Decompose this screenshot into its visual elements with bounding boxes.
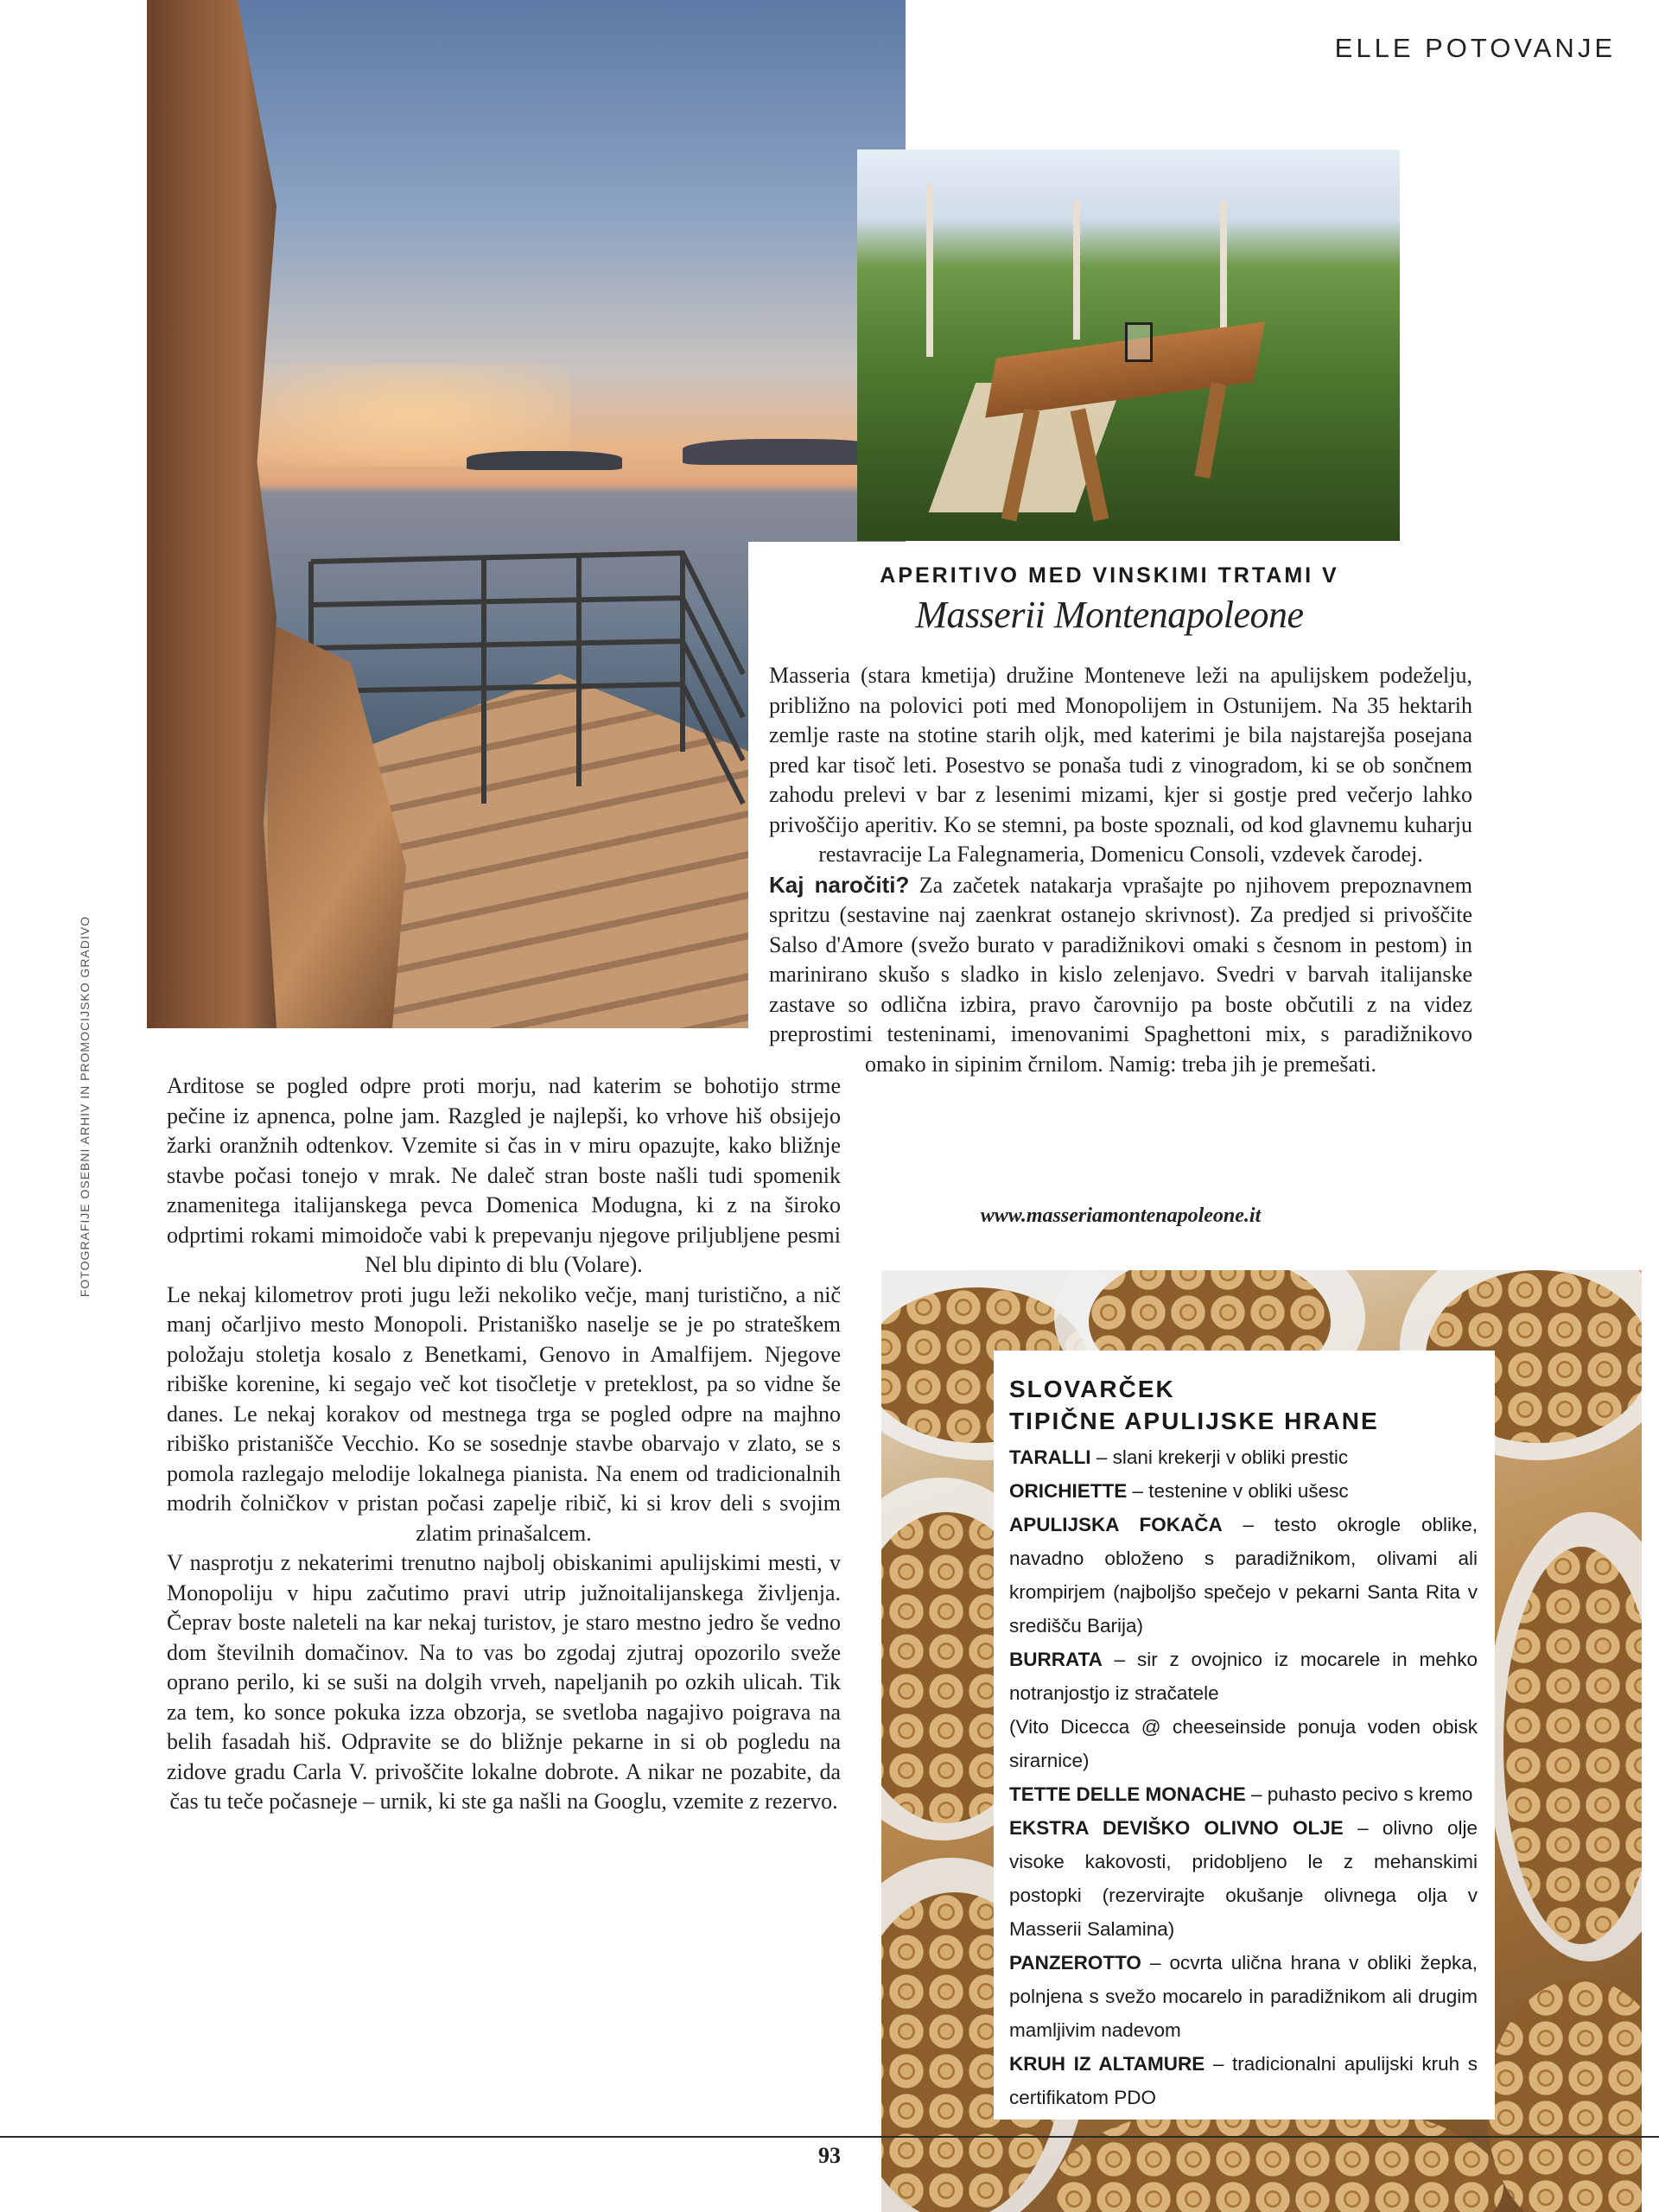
article-paragraph: Masseria (stara kmetija) družine Monteneve leži na apulijskem podeželju, približno na polovici poti med Monopolijem in Ostunijem. Na 35 hektarih zemlje raste na stotine starih oljk, med katerimi je bila najstarejša posejana pred kar tisoč leti. Posestvo se ponaša tudi z vinogradom, ki se ob sončnem zahodu prelevi v bar z lesenimi mizami, kjer si gostje pred večerjo lahko privoščijo aperitiv. Ko se stemni, pa boste spoznali, od kod glavnemu kuharju restavracije La Falegnameria, Domenicu Consoli, vzdevek čarodej. (769, 663, 1472, 867)
glossary-entry (1009, 2047, 1478, 2114)
glossary-title-line: SLOVARČEK (1009, 1376, 1175, 1402)
paragraph-text: Za začetek natakarja vprašajte po njihovem prepoznavnem spritzu (sestavine naj zaenkrat ostanejo skrivnost). Za predjed si privoščite Salso d'Amore (svežo burato v paradižnikovi omaki s česnom in pestom) in marinirano skušo s sladko in kislo zelenjavo. Svedri v barvah italijanske zastave so odlična izbira, pravo čarovnijo pa boste občutili z na videz preprostimi testeninami, imenovanimi Spaghettoni mix, s paradižnikovo omako in sipinim črnilom. Namig: treba jih je premešati. (769, 872, 1472, 1077)
article-paragraph: V nasprotju z nekaterimi trenutno najbolj obiskanimi apulijskimi mesti, v Monopoliju v hipu začutimo pravi utrip južnoitalijanskega življenja. Čeprav boste naleteli na kar nekaj turistov, je staro mestno jedro še vedno dom številnih domačinov. Na to vas bo zgodaj zjutraj opozorilo sveže oprano perilo, ki se suši na dolgih vrveh, napeljanih po ozkih ulicah. Tik za tem, ko sonce pokuka izza obzorja, se svetloba nagajivo poigrava na belih fasadah hiš. Odpravite se do bližnje pekarne in si ob pogledu na zidove gradu Carla V. privoščite lokalne dobrote. A nikar ne pozabite, da čas tu teče počasneje – urnik, ki ste ga našli na Googlu, vzemite z rezervo. (167, 1550, 841, 1814)
glossary-definition: – ocvrta ulična hrana v obliki žepka, polnjena s svežo mocarelo in paradižnikom ali drugim mamljivim nadevom (1009, 1952, 1478, 2041)
photo-credit: FOTOGRAFIJE OSEBNI ARHIV IN PROMOCIJSKO GRADIVO (78, 916, 92, 1298)
glossary-term: TARALLI (1009, 1446, 1091, 1468)
glossary-term: PANZEROTTO (1009, 1952, 1141, 1974)
islet (467, 451, 622, 470)
glossary-term: EKSTRA DEVIŠKO OLIVNO OLJE (1009, 1817, 1344, 1839)
lead-in: Kaj naročiti? (769, 871, 910, 898)
glossary-term: KRUH IZ ALTAMURE (1009, 2053, 1205, 2075)
website-link[interactable]: www.masseriamontenapoleone.it (980, 1205, 1262, 1227)
left-column-body (167, 1071, 841, 1817)
glossary-definition: – tradicionalni apulijski kruh s certifikatom PDO (1009, 2053, 1478, 2108)
glossary-title-line: TIPIČNE APULIJSKE HRANE (1009, 1408, 1379, 1434)
glossary-term: APULIJSKA FOKAČA (1009, 1514, 1223, 1535)
glossary-term: BURRATA (1009, 1649, 1103, 1670)
glossary-entry (1009, 1440, 1478, 1474)
section-label: ELLE POTOVANJE (1334, 33, 1616, 63)
article-paragraph: Arditose se pogled odpre proti morju, nad katerim se bohotijo strme pečine iz apnenca, polne jam. Razgled je najlepši, ko vrhove hiš obsijejo žarki oranžnih odtenkov. Vzemite si čas in v miru opazujte, kako bližnje stavbe počasi tonejo v mrak. Ne daleč stran boste našli tudi spomenik znamenitega italijanskega pevca Domenica Modugna, ki z na široko odprtimi rokami mimoidoče vabi k prepevanju njegove priljubljene pesmi Nel blu dipinto di blu (Volare). (167, 1073, 841, 1277)
glossary-definition: – sir z ovojnico iz mocarele in mehko notranjostjo iz stračatele (1009, 1649, 1478, 1704)
article-title: Masserii Montenapoleone (915, 594, 1304, 636)
glossary-entry (1009, 1474, 1478, 1508)
vineyard-table-photo (857, 149, 1400, 541)
glossary-definition: – testo okrogle oblike, navadno obloženo s paradižnikom, olivami ali krompirjem (najboljšo spečejo v pekarni Santa Rita v središču Barija) (1009, 1514, 1478, 1637)
glossary-entry (1009, 1710, 1478, 1777)
table-leg (1195, 382, 1227, 478)
article-paragraph: Le nekaj kilometrov proti jugu leži nekoliko večje, manj turistično, a nič manj očarljivo mesto Monopoli. Pristaniško naselje se je po strateškem položaju stoletja kosalo z Benetkami, Genovo in Amalfijem. Njegove ribiške korenine, ki segajo več kot tisočletje v preteklost, pa so vidne še danes. Le nekaj korakov od mestnega trga se pogled odpre na majhno ribiško pristanišče Vecchio. Ko se sosednje stavbe obarvajo v zlato, se s pomola razlegajo melodije lokalnega pianista. Na enem od tradicionalnih modrih čolničkov v pristan počasi zapelje ribič, ki si krov deli s svojim zlatim prinašalcem. (167, 1281, 841, 1546)
glossary-entry (1009, 1811, 1478, 1946)
glossary-definition: – slani krekerji v obliki prestic (1090, 1446, 1349, 1468)
glossary-definition: – olivno olje visoke kakovosti, pridobljeno le z mehanskimi postopki (rezervirajte okušanje olivnega olja v Masserii Salamina) (1009, 1817, 1478, 1940)
glossary-definition: – testenine v obliki ušesc (1127, 1480, 1349, 1502)
article-kicker: APERITIVO MED VINSKIMI TRTAMI V (880, 563, 1339, 588)
glossary-definition: (Vito Dicecca @ cheeseinside ponuja voden obisk sirarnice) (1009, 1716, 1478, 1771)
glossary-definition: – puhasto pecivo s kremo (1245, 1783, 1473, 1805)
glossary-term: TETTE DELLE MONACHE (1009, 1783, 1246, 1805)
glossary-entry (1009, 1946, 1478, 2047)
vine-post (1073, 201, 1080, 340)
bottom-rule (0, 2136, 1659, 2138)
glossary-entry (1009, 1508, 1478, 1643)
vine-post (926, 184, 933, 357)
glossary-title (1009, 1373, 1478, 1437)
glossary-box (994, 1351, 1495, 2120)
article-body (769, 661, 1472, 1079)
glossary-entry (1009, 1777, 1478, 1811)
article-paragraph (769, 870, 1472, 1080)
lantern (1125, 322, 1153, 362)
taralli-pile (1486, 1979, 1642, 2212)
glossary-entry (1009, 1643, 1478, 1710)
glossary-term: ORICHIETTE (1009, 1480, 1128, 1502)
page-number: 93 (818, 2143, 841, 2168)
rock-wall (147, 0, 276, 1028)
